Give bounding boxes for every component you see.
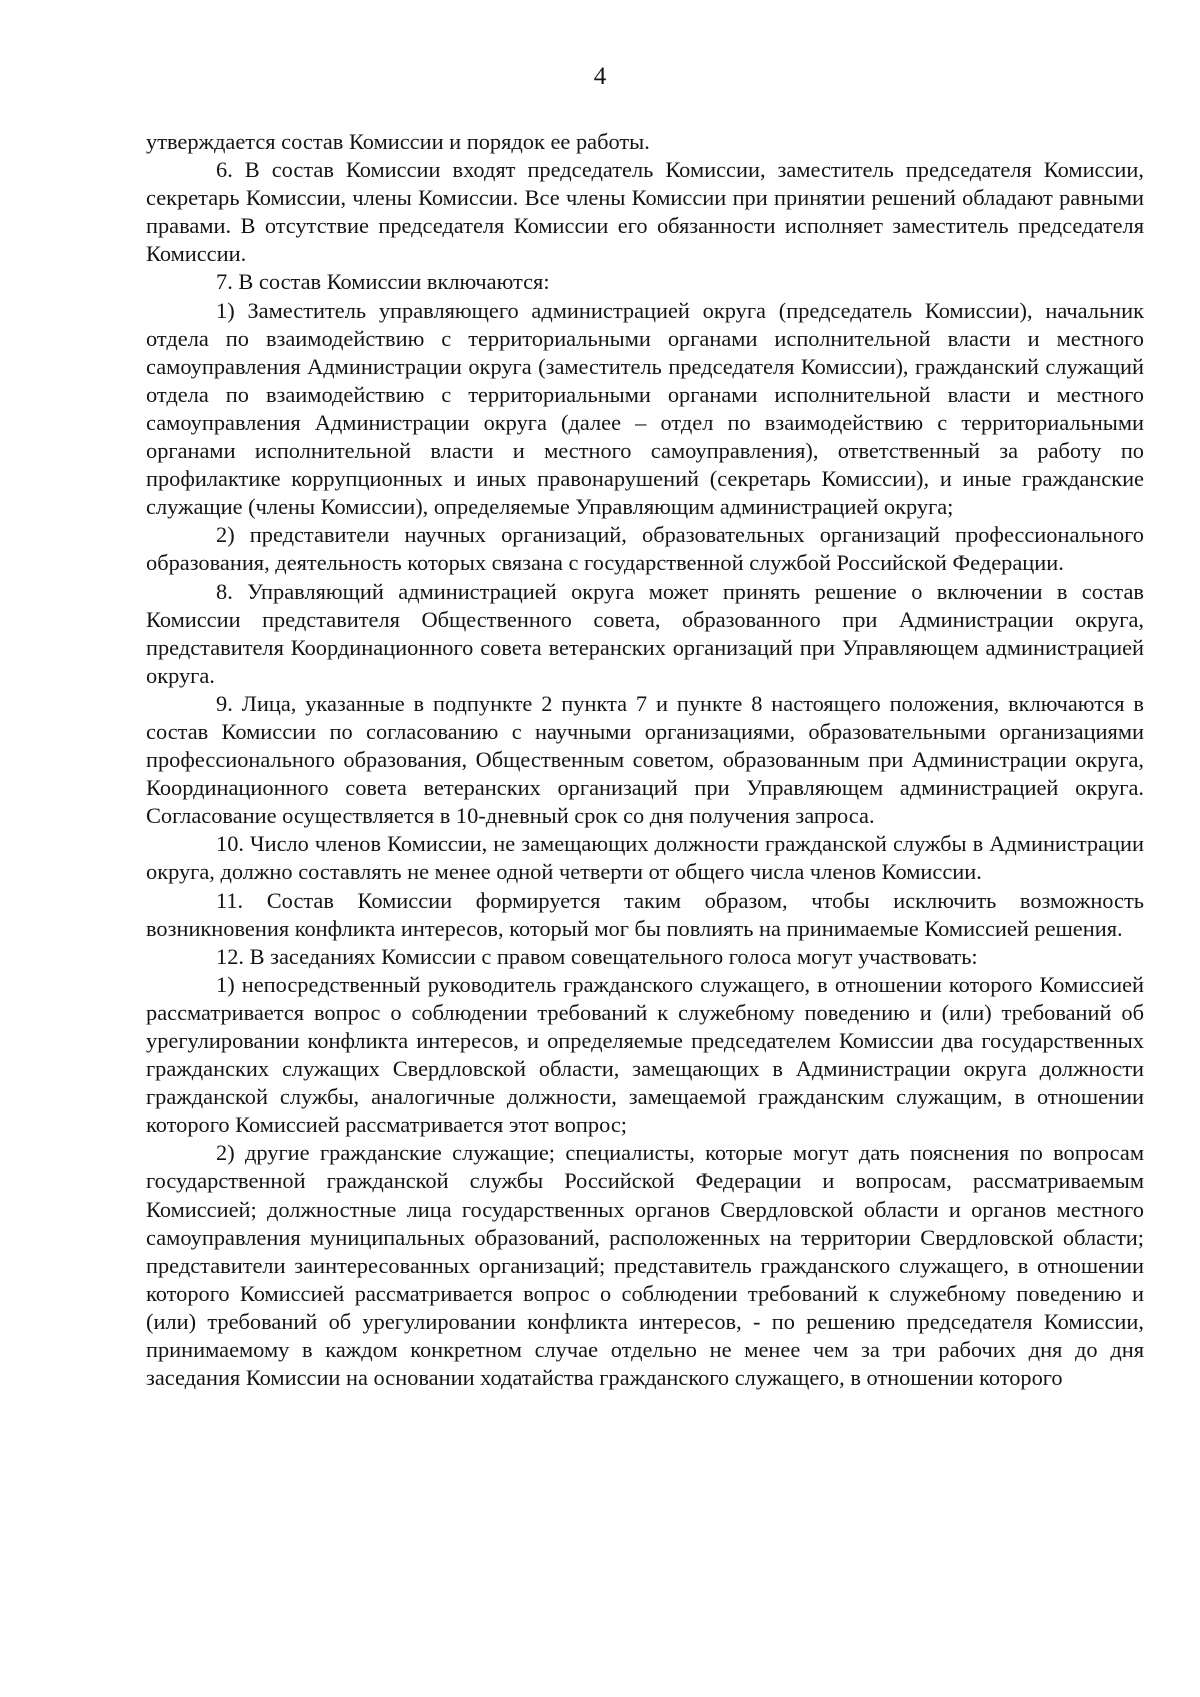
paragraph-7: 7. В состав Комиссии включаются:: [216, 269, 550, 295]
paragraph-12-item-2: 2) другие гражданские служащие; специалисты, которые могут дать пояснения по вопросам государственной гражданской службы Российской Федерации и вопросам, рассматриваемым Комиссией; должностные лица государственных органов Свердловской области и органов местного самоуправления муниципальных образований, расположенных на территории Свердловской области; представители заинтересованных организаций; представитель гражданского служащего, в отношении которого Комиссией рассматривается вопрос о соблюдении требований к служебному поведению и (или) требований об урегулировании конфликта интересов, - по решению председателя Комиссии, принимаемому в каждом конкретном случае отдельно не менее чем за три рабочих дня до дня заседания Комиссии на основании ходатайства гражданского служащего, в отношении которого: [146, 1140, 1144, 1391]
document-body: [146, 128, 1144, 1392]
paragraph-12-item-1: 1) непосредственный руководитель гражданского служащего, в отношении которого Комиссией рассматривается вопрос о соблюдении требований к служебному поведению и (или) требований об урегулировании конфликта интересов, и определяемые председателем Комиссии два государственных гражданских служащих Свердловской области, замещающих в Администрации округа должности гражданской службы, аналогичные должности, замещаемой гражданским служащим, в отношении которого Комиссией рассматривается этот вопрос;: [146, 971, 1144, 1138]
paragraph-11: 11. Состав Комиссии формируется таким образом, чтобы исключить возможность возникновения конфликта интересов, который мог бы повлиять на принимаемые Комиссией решения.: [146, 887, 1144, 941]
paragraph-continuation: утверждается состав Комиссии и порядок ее работы.: [146, 129, 650, 154]
paragraph-12: 12. В заседаниях Комиссии с правом совещательного голоса могут участвовать:: [216, 943, 978, 969]
paragraph-10: 10. Число членов Комиссии, не замещающих должности гражданской службы в Администрации округа, должно составлять не менее одной четверти от общего числа членов Комиссии.: [146, 831, 1144, 885]
paragraph-6: 6. В состав Комиссии входят председатель Комиссии, заместитель председателя Комиссии, секретарь Комиссии, члены Комиссии. Все члены Комиссии при принятии решений обладают равными правами. В отсутствие председателя Комиссии его обязанности исполняет заместитель председателя Комиссии.: [146, 157, 1144, 267]
paragraph-9: 9. Лица, указанные в подпункте 2 пункта 7 и пункте 8 настоящего положения, включаются в состав Комиссии по согласованию с научными организациями, образовательными организациями профессионального образования, Общественным советом, образованным при Администрации округа, Координационного совета ветеранских организаций при Управляющем администрацией округа. Согласование осуществляется в 10-дневный срок со дня получения запроса.: [146, 690, 1144, 829]
paragraph-8: 8. Управляющий администрацией округа может принять решение о включении в состав Комиссии представителя Общественного совета, образованного при Администрации округа, представителя Координационного совета ветеранских организаций при Управляющем администрацией округа.: [146, 578, 1144, 688]
page-number: 4: [593, 63, 607, 90]
paragraph-7-item-1: 1) Заместитель управляющего администрацией округа (председатель Комиссии), начальник отдела по взаимодействию с территориальными органами исполнительной власти и местного самоуправления Администрации округа (заместитель председателя Комиссии), гражданский служащий отдела по взаимодействию с территориальными органами исполнительной власти и местного самоуправления Администрации округа (далее – отдел по взаимодействию с территориальными органами исполнительной власти и местного самоуправления), ответственный за работу по профилактике коррупционных и иных правонарушений (секретарь Комиссии), и иные гражданские служащие (члены Комиссии), определяемые Управляющим администрацией округа;: [146, 297, 1144, 520]
paragraph-7-item-2: 2) представители научных организаций, образовательных организаций профессионального образования, деятельность которых связана с государственной службой Российской Федерации.: [146, 522, 1144, 576]
